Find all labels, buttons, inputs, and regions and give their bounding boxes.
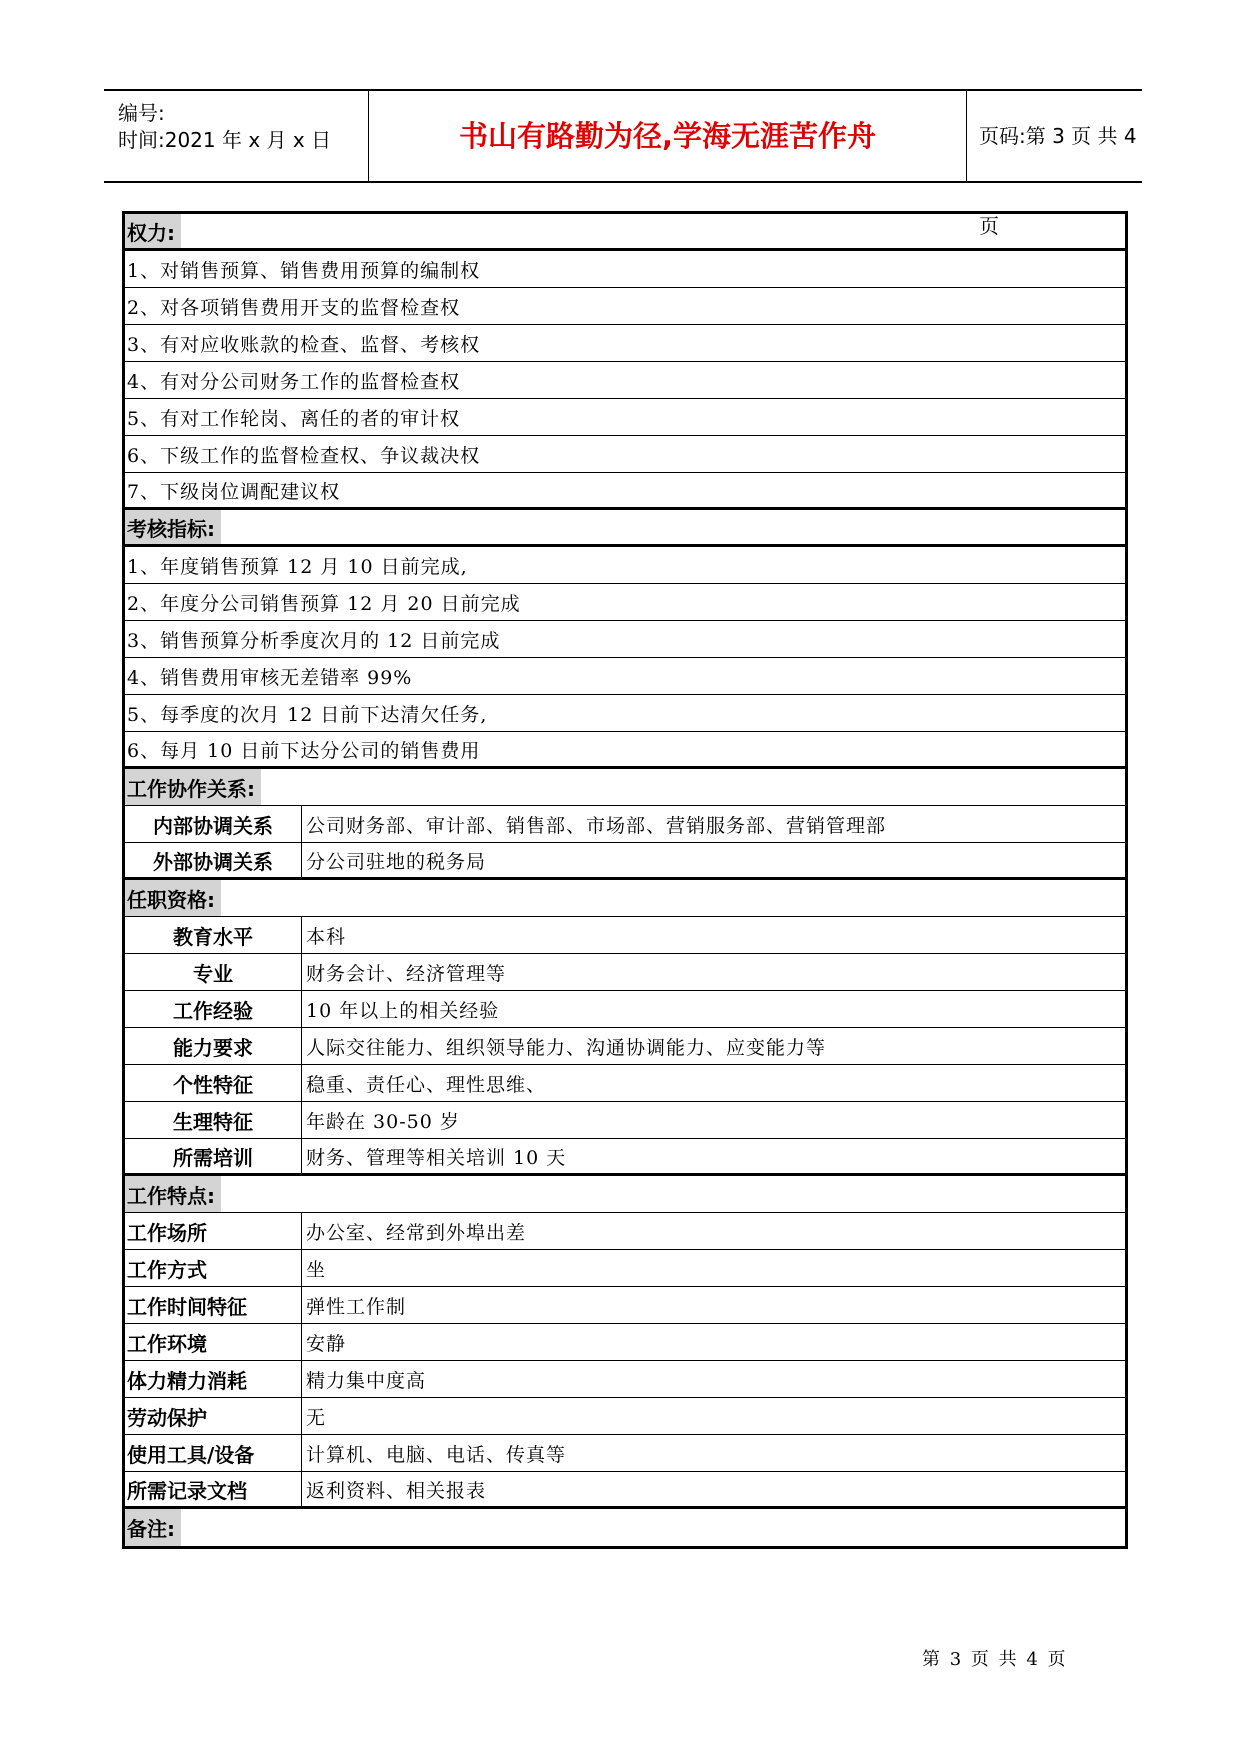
kpi-item: 1、年度销售预算 12 月 10 日前完成,: [125, 547, 1125, 584]
relation-value: 公司财务部、审计部、销售部、市场部、营销服务部、营销管理部: [306, 814, 887, 837]
kpi-item: 3、销售预算分析季度次月的 12 日前完成: [125, 621, 1125, 658]
qualification-value: 稳重、责任心、理性思维、: [306, 1073, 547, 1096]
feature-key: 劳动保护: [125, 1398, 302, 1434]
header-motto: 书山有路勤为径,学海无涯苦作舟: [369, 91, 967, 181]
section-power-header: [125, 214, 1125, 251]
section-title: 工作协作关系:: [125, 769, 261, 805]
qualification-value: 年龄在 30-50 岁: [306, 1110, 460, 1133]
header-page-label: 页码:第 3 页 共 4 页: [979, 124, 1137, 238]
qualification-value: 10 年以上的相关经验: [306, 999, 500, 1022]
document-time-label: 时间:2021 年 x 月 x 日: [118, 128, 332, 152]
job-description-table: [122, 211, 1128, 1549]
feature-value: 精力集中度高: [306, 1369, 427, 1392]
feature-value: 坐: [306, 1258, 327, 1281]
feature-row: [125, 1472, 1125, 1509]
kpi-item: 5、每季度的次月 12 日前下达清欠任务,: [125, 695, 1125, 732]
qualification-row: [125, 1028, 1125, 1065]
feature-key: 工作时间特征: [125, 1287, 302, 1323]
kpi-item: 6、每月 10 日前下达分公司的销售费用: [125, 732, 1125, 769]
page-footer: 第 3 页 共 4 页: [922, 1649, 1066, 1670]
feature-value: 无: [306, 1406, 327, 1429]
qualification-row: [125, 1102, 1125, 1139]
feature-row: [125, 1324, 1125, 1361]
section-title: 任职资格:: [125, 880, 221, 916]
relation-row: [125, 843, 1125, 880]
feature-key: 使用工具/设备: [125, 1435, 302, 1471]
qualification-key: 工作经验: [125, 991, 302, 1027]
feature-key: 工作环境: [125, 1324, 302, 1360]
document-number-label: 编号:: [118, 101, 165, 125]
section-title: 权力:: [125, 214, 181, 248]
feature-value: 安静: [306, 1332, 347, 1355]
qualification-key: 所需培训: [125, 1139, 302, 1173]
feature-row: [125, 1287, 1125, 1324]
power-item: 2、对各项销售费用开支的监督检查权: [125, 288, 1125, 325]
qualification-row: [125, 917, 1125, 954]
feature-value: 返利资料、相关报表: [306, 1479, 487, 1502]
qualification-value: 本科: [306, 925, 347, 948]
relation-value: 分公司驻地的税务局: [306, 850, 487, 873]
relation-row: [125, 806, 1125, 843]
qualification-value: 财务、管理等相关培训 10 天: [306, 1146, 567, 1169]
qualification-key: 生理特征: [125, 1102, 302, 1138]
power-item: 4、有对分公司财务工作的监督检查权: [125, 362, 1125, 399]
qualification-value: 财务会计、经济管理等: [306, 962, 507, 985]
feature-key: 体力精力消耗: [125, 1361, 302, 1397]
feature-row: [125, 1435, 1125, 1472]
qualification-key: 个性特征: [125, 1065, 302, 1101]
qualification-row: [125, 991, 1125, 1028]
qualification-key: 教育水平: [125, 917, 302, 953]
qualification-row: [125, 1139, 1125, 1176]
section-features-header: [125, 1176, 1125, 1213]
qualification-value: 人际交往能力、组织领导能力、沟通协调能力、应变能力等: [306, 1036, 827, 1059]
feature-value: 办公室、经常到外埠出差: [306, 1221, 527, 1244]
feature-key: 所需记录文档: [125, 1472, 302, 1506]
power-item: 7、下级岗位调配建议权: [125, 473, 1125, 510]
feature-row: [125, 1250, 1125, 1287]
qualification-key: 专业: [125, 954, 302, 990]
section-relations-header: [125, 769, 1125, 806]
feature-key: 工作方式: [125, 1250, 302, 1286]
feature-value: 计算机、电脑、电话、传真等: [306, 1443, 567, 1466]
feature-row: [125, 1361, 1125, 1398]
section-remarks-header: [125, 1509, 1125, 1546]
qualification-row: [125, 1065, 1125, 1102]
power-item: 3、有对应收账款的检查、监督、考核权: [125, 325, 1125, 362]
relation-key: 外部协调关系: [125, 843, 302, 877]
relation-key: 内部协调关系: [125, 806, 302, 842]
power-item: 1、对销售预算、销售费用预算的编制权: [125, 251, 1125, 288]
section-kpi-header: [125, 510, 1125, 547]
kpi-item: 4、销售费用审核无差错率 99%: [125, 658, 1125, 695]
kpi-item: 2、年度分公司销售预算 12 月 20 日前完成: [125, 584, 1125, 621]
section-qualification-header: [125, 880, 1125, 917]
qualification-row: [125, 954, 1125, 991]
section-title: 考核指标:: [125, 510, 221, 544]
section-title: 工作特点:: [125, 1176, 221, 1212]
feature-row: [125, 1213, 1125, 1250]
feature-row: [125, 1398, 1125, 1435]
header-meta: [104, 91, 369, 181]
power-item: 5、有对工作轮岗、离任的者的审计权: [125, 399, 1125, 436]
qualification-key: 能力要求: [125, 1028, 302, 1064]
power-item: 6、下级工作的监督检查权、争议裁决权: [125, 436, 1125, 473]
feature-value: 弹性工作制: [306, 1295, 407, 1318]
feature-key: 工作场所: [125, 1213, 302, 1249]
section-title: 备注:: [125, 1509, 181, 1546]
